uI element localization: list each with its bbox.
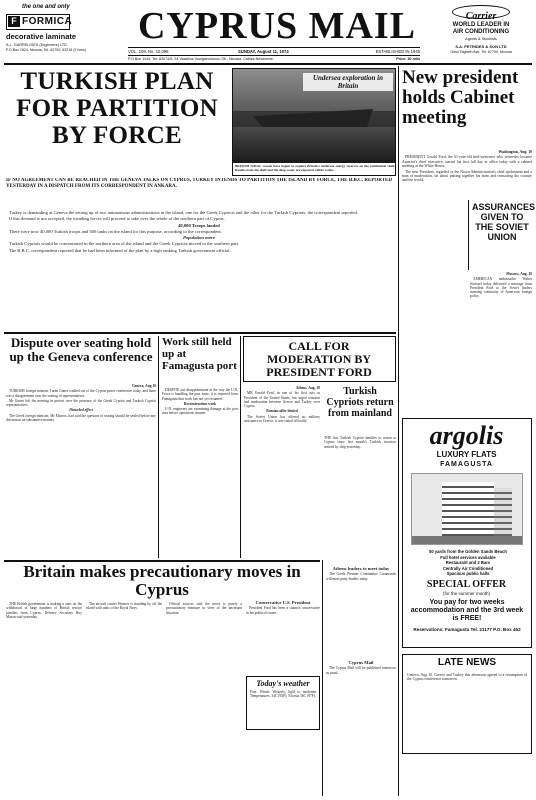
cyprus-mail-notice bbox=[326, 660, 396, 730]
conservative-story bbox=[246, 600, 320, 674]
britain-para-3: Official sources said the move is purely a precautionary measure in view of the uncertain situation. bbox=[166, 602, 242, 615]
naval-vessel-photo bbox=[233, 69, 396, 163]
column-rule-right bbox=[398, 66, 399, 796]
formica-brand: FORMICA bbox=[22, 16, 73, 27]
photo-ship bbox=[253, 109, 373, 127]
moderation-para: MR Gerald Ford, in one of his first acts as President of the United States, has urged restraint and moderation between Greece and Turkey over Cyprus. bbox=[244, 391, 320, 409]
carrier-ad bbox=[430, 4, 532, 62]
weather-body: Fine. Winds: Westerly, light to moderate. Temperatures: 34C (93F); Nicosia 36C (97F). bbox=[250, 690, 317, 699]
weather-box bbox=[246, 676, 320, 730]
turkish-cypriots-headline: Turkish Cypriots return from mainland bbox=[326, 386, 394, 419]
photo-story bbox=[232, 68, 396, 176]
lead-intro-text: IF NO AGREEMENT CAN BE REACHED IN THE GENEVA TALKS ON CYPRUS, TURKEY INTENDS TO PARTITION THE ISLAND BY FORCE, THE B.B.C. REPORTED YESTERDAY IN A DISPATCH FROM ITS CORRESPONDENT IN ANKARA. bbox=[6, 178, 392, 189]
famagusta-subhead: Reconstruction work bbox=[183, 401, 217, 406]
paper-price: Price: 30 mils bbox=[396, 57, 420, 61]
conservative-subhead: Conservative U.S. President bbox=[255, 600, 311, 605]
late-news-title: LATE NEWS bbox=[437, 657, 497, 668]
formica-dealer: A.L. GARRELIDES (Engineers) LTD. bbox=[6, 43, 68, 47]
assurances-para: AMERICAN ambassador Walter Stoessel today delivered a message from President Ford to the Soviet leaders assuring continuity of American foreign policy. bbox=[470, 277, 532, 299]
assurances-dateline: Moscow, Aug. 10 bbox=[506, 272, 532, 276]
geneva-para-2: Mr Gunes left the meeting in protest over the presence of the Greek Cypriot and Turkish Cypriot representatives. bbox=[6, 398, 156, 408]
argolis-offer-sub: (for the summer month) bbox=[442, 591, 490, 596]
formica-address: P.O.Box 1824, Nicosia, Tel. 62700, 63215 (3 lines) bbox=[6, 48, 86, 52]
famagusta-body bbox=[162, 388, 238, 558]
geneva-para-3: The Greek foreign minister, Mr Mavros, had said the question of seating should be settled before any discussion on substantive matters. bbox=[6, 413, 156, 423]
carrier-address: Orinu Digbeth Ave, Tel. 67799, Nicosia bbox=[450, 50, 512, 54]
photo-kicker bbox=[303, 73, 393, 91]
address-bar bbox=[128, 56, 420, 62]
argolis-ad bbox=[402, 418, 532, 648]
argolis-brand: argolis bbox=[429, 421, 504, 450]
lead-para-3: There were now 40,000 Turkish troops and 300 tanks on the island for this purpose, according to the correspondent. bbox=[9, 228, 222, 234]
photo-caption: BRITISH NAVAL vessels have begun to explore Britain's undersea energy reserves on the continental shelf. Results from the shelf and the deep water are expected within weeks. bbox=[235, 164, 395, 172]
geneva-dateline: Geneva, Aug 10 bbox=[131, 384, 156, 388]
weather-title: Today's weather bbox=[256, 679, 310, 688]
geneva-para-1: TURKISH foreign minister Turan Gunes walked out of the Cyprus peace conference today, and there was a disagreement over the seating of representatives. bbox=[6, 389, 156, 398]
assurances-body bbox=[470, 272, 532, 362]
issue-date: SUNDAY, August 11, 1974 bbox=[238, 49, 289, 54]
argolis-line-1: 50 yards from the Golden Sands Beach bbox=[429, 549, 507, 554]
lead-intro bbox=[6, 178, 392, 208]
britain-para-1: THE British government is making a start on the withdrawal of large numbers of British service families from Cyprus, Defence Secretary Roy Mason said yesterday. bbox=[6, 602, 82, 619]
formica-sub: decorative laminate bbox=[6, 32, 77, 41]
lead-subhead-2: Population move bbox=[182, 235, 216, 241]
lead-body bbox=[6, 210, 392, 330]
britain-body bbox=[6, 602, 242, 796]
lead-subhead-1: 40,000 Troops landed bbox=[178, 222, 220, 228]
athens-leaders-para: The Greek Premier Constantine Caramanlis will meet party leaders today. bbox=[326, 572, 396, 581]
formica-tagline: the one and only bbox=[22, 4, 70, 10]
famagusta-headline: Work still held up at Famagusta port bbox=[162, 336, 237, 372]
lead-para-4: Turkish Cypriots would be concentrated in the northern area of the island and the Greek Cypriots moved to the southern part. bbox=[9, 241, 240, 247]
geneva-headline: Dispute over seating hold up the Geneva conference bbox=[9, 335, 153, 364]
argolis-details bbox=[407, 549, 529, 577]
argolis-building-photo bbox=[411, 473, 523, 545]
argolis-offer-title: SPECIAL OFFER bbox=[426, 579, 507, 590]
moderation-box bbox=[243, 336, 396, 382]
athens-leaders-subhead: Athens leaders to meet today bbox=[332, 566, 390, 571]
cyprus-mail-notice-subhead: Cyprus Mail bbox=[348, 660, 374, 665]
volume-number: VOL. 109, No. 10,098 bbox=[128, 49, 169, 54]
col-rule-famagusta bbox=[240, 336, 241, 558]
formica-ad bbox=[4, 4, 124, 62]
lead-headline: TURKISH PLAN FOR PARTITION BY FORCE bbox=[16, 68, 218, 149]
photo-kicker-text: Undersea exploration in Britain bbox=[312, 74, 383, 90]
britain-headline: Britain makes precautionary moves in Cyprus bbox=[23, 562, 301, 599]
lead-para-1: Turkey is demanding at Geneva the setting up of two autonomous administrations in the island, one for the Greek Cypriots and the other for the Turkish Cypriots, the correspondent reported. bbox=[9, 210, 358, 215]
argolis-line-3: Restaurant and 2 Bars bbox=[445, 560, 491, 565]
masthead-rule-bottom bbox=[4, 63, 532, 65]
formica-logo-mark: F bbox=[8, 16, 20, 27]
late-news-body: Geneva, Aug 10. Greece and Turkey this afternoon agreed to a resumption of the Cyprus conference tomorrow. bbox=[407, 673, 527, 682]
president-headline: New president holds Cabinet meeting bbox=[402, 67, 519, 128]
argolis-reservations: Reservations: Famagusta Tel. 21177 P.O. Box 452 bbox=[413, 627, 521, 632]
tier-rule-1 bbox=[4, 332, 396, 334]
moderation-para-2: The Soviet Union has offered no military assistance to Greece, it was stated officially. bbox=[244, 414, 320, 424]
president-para-2: The new President, regarded as the Nixon Administration's chief spokesman and a man of moderation, set about putting together his team and reassuring the country and the world. bbox=[402, 169, 532, 183]
col-rule-mid bbox=[322, 560, 323, 796]
famagusta-para-2: U.N. engineers are examining damage at the port area before operations resume. bbox=[162, 407, 238, 416]
turkish-cypriots-body: THE first Turkish Cypriot families to return to Cyprus since last month's Turkish invasion arrived by ship yesterday. bbox=[324, 436, 396, 449]
argolis-town: FAMAGUSTA bbox=[440, 461, 493, 468]
moderation-dateline: Athens, Aug. 10 bbox=[295, 386, 320, 390]
established: ESTABLISHED IN 1945 bbox=[375, 49, 420, 54]
president-para-1: PRESIDENT Gerald Ford, the 61-year-old mid-westerner who yesterday became America's chief executive, started his first full day in office today with a cabinet meeting at the White House. bbox=[402, 155, 532, 169]
moderation-headline: CALL FOR MODERATION BY PRESIDENT FORD bbox=[266, 339, 372, 379]
cyprus-mail-notice-para: The Cyprus Mail will be published tomorrow as usual. bbox=[326, 666, 396, 675]
argolis-line-5: Spacious public halls bbox=[446, 571, 490, 576]
argolis-sub: LUXURY FLATS bbox=[436, 450, 497, 459]
photo-sea bbox=[233, 127, 396, 163]
formica-logo bbox=[6, 14, 73, 30]
argolis-line-2: Full hotel services available bbox=[440, 554, 496, 560]
conservative-para: President Ford has been a staunch conservative in his political career. bbox=[246, 606, 320, 615]
geneva-subhead: Disturbed effect bbox=[69, 408, 93, 413]
carrier-line2: AIR CONDITIONING bbox=[452, 29, 510, 35]
argolis-offer-body: You pay for two weeks accommodation and the 3rd week is FREE! bbox=[410, 599, 524, 622]
moderation-subhead: Russian offer denied bbox=[266, 409, 298, 414]
argolis-line-4: Centrally Air Conditioned bbox=[442, 565, 494, 571]
geneva-body bbox=[6, 384, 156, 560]
moderation-body bbox=[244, 386, 320, 558]
assurances-box bbox=[468, 200, 536, 270]
carrier-brand: Carrier bbox=[465, 11, 497, 22]
ground bbox=[412, 536, 523, 545]
late-news-box bbox=[402, 654, 532, 754]
dateline-bar bbox=[128, 48, 420, 55]
assurances-headline: ASSURANCES GIVEN TO THE SOVIET UNION bbox=[472, 202, 536, 242]
lead-para-5: The B.B.C. correspondent reported that he had been informed of the plan by a high ranking Turkish government official. bbox=[9, 247, 231, 253]
paper-address: P.O.Box 1144, Tel: 63074/5, 24 Vassilios Voulgaroctonou Str., Nicosia. Cables Newsmine. bbox=[128, 57, 274, 61]
carrier-logo bbox=[452, 5, 510, 22]
president-filler bbox=[402, 200, 464, 270]
britain-para-2: The aircraft carrier Hermes is standing by off the island with units of the Royal Navy. bbox=[86, 602, 162, 611]
newspaper-title: CYPRUS MAIL bbox=[137, 5, 417, 47]
lead-para-2: If this demand is not accepted, the invading forces will proceed to take over the whole of the northern part of Cyprus. bbox=[9, 216, 225, 222]
carrier-line1: WORLD LEADER IN bbox=[452, 22, 510, 28]
famagusta-para: DESPITE our disappointment at the way the U.N. Force is handling the port issue, it is reported from Famagusta that work has not yet resumed. bbox=[162, 388, 238, 401]
carrier-dealer: S.A. PETRIDES & SON LTD bbox=[455, 44, 507, 49]
carrier-agents: Agents & Stockists bbox=[465, 37, 497, 41]
athens-leaders-story bbox=[326, 566, 396, 656]
president-dateline: Washington, Aug. 10 bbox=[498, 150, 532, 154]
col-rule-geneva bbox=[158, 336, 159, 558]
